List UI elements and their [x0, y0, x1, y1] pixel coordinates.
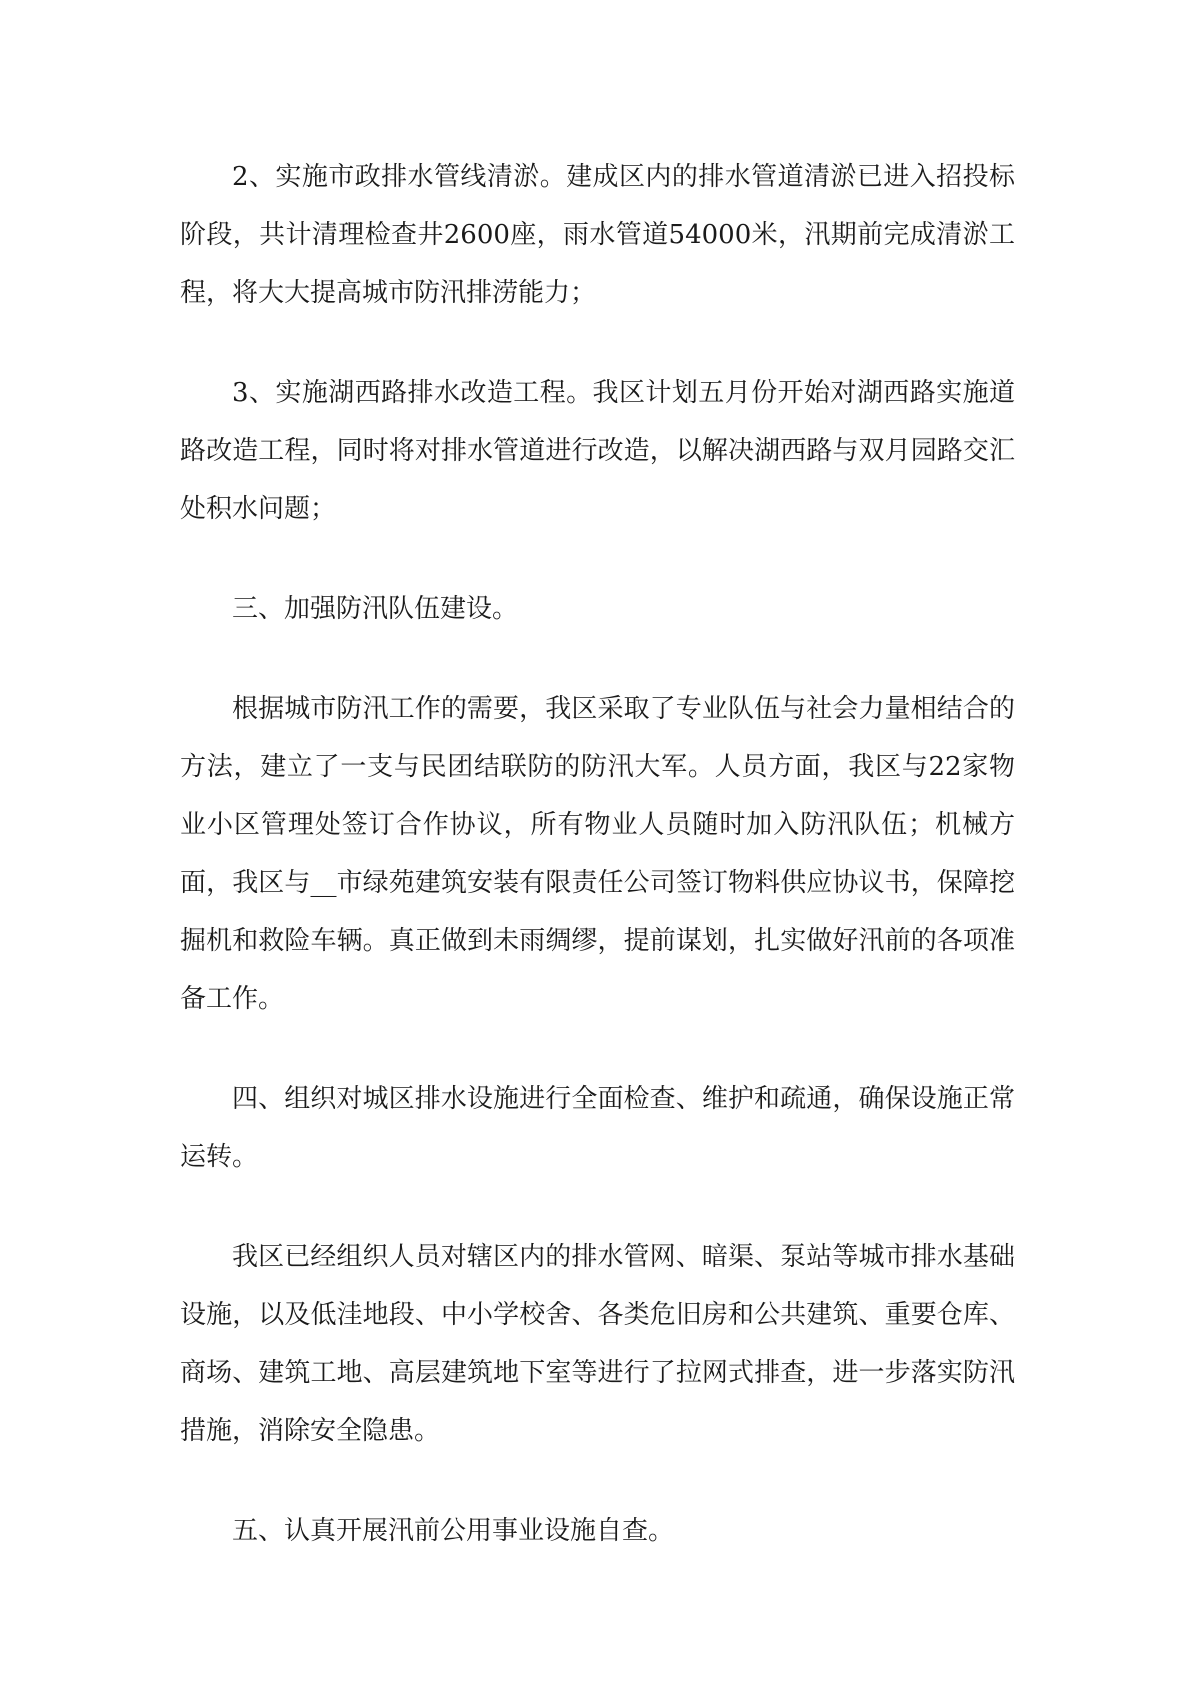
- section-heading-team-building: 三、加强防汛队伍建设。: [232, 594, 519, 624]
- paragraph-facility-inspection: 我区已经组织人员对辖区内的排水管网、暗渠、泵站等城市排水基础设施，以及低洼地段、中小学校舍、各类危旧房和公共建筑、重要仓库、商场、建筑工地、高层建筑地下室等进行了拉网式排查，进一步落实防汛措施，消除安全隐患。: [180, 1242, 1015, 1446]
- section-heading-utility-self-check: 五、认真开展汛前公用事业设施自查。: [232, 1516, 675, 1546]
- document-body: [180, 148, 1015, 1602]
- paragraph-huxi-road-renovation: 3、实施湖西路排水改造工程。我区计划五月份开始对湖西路实施道路改造工程，同时将对排水管道进行改造，以解决湖西路与双月园路交汇处积水问题；: [180, 378, 1015, 524]
- section-heading-facility-inspection: 四、组织对城区排水设施进行全面检查、维护和疏通，确保设施正常运转。: [180, 1084, 1015, 1172]
- paragraph-team-building: 根据城市防汛工作的需要，我区采取了专业队伍与社会力量相结合的方法，建立了一支与民团结联防的防汛大军。人员方面，我区与22家物业小区管理处签订合作协议，所有物业人员随时加入防汛队伍；机械方面，我区与__市绿苑建筑安装有限责任公司签订物料供应协议书，保障挖掘机和救险车辆。真正做到未雨绸缪，提前谋划，扎实做好汛前的各项准备工作。: [180, 694, 1015, 1014]
- paragraph-drainage-dredging: 2、实施市政排水管线清淤。建成区内的排水管道清淤已进入招投标阶段，共计清理检查井2600座，雨水管道54000米，汛期前完成清淤工程，将大大提高城市防汛排涝能力；: [180, 162, 1015, 308]
